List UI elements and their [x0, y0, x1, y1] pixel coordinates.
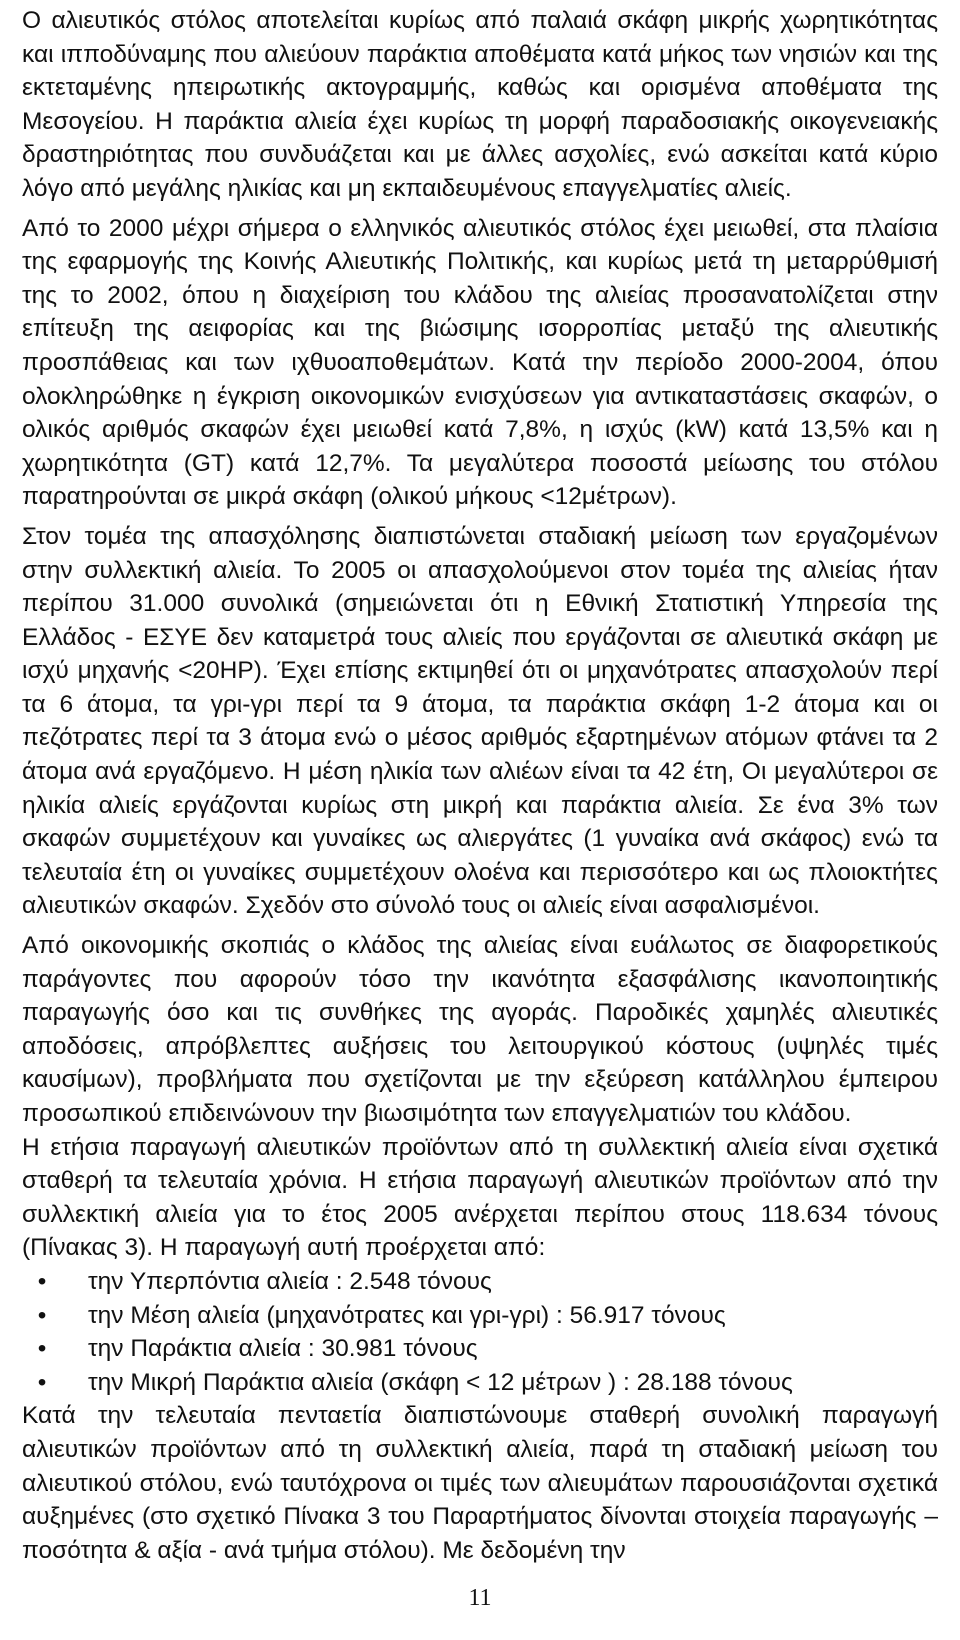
paragraph-employment: Στον τομέα της απασχόλησης διαπιστώνεται σταδιακή μείωση των εργαζομένων στην συλλεκτική αλιεία. Το 2005 οι απασχολούμενοι στον τομέα της αλιείας ήταν περίπου 31.000 συνολικά (σημειώνεται ότι η Εθνική Στατιστική Υπηρεσία της Ελλάδος - ΕΣΥΕ δεν καταμετρά τους αλιείς που εργάζονται σε αλιευτικά σκάφη με ισχύ μηχανής <20HP). Έχει επίσης εκτιμηθεί ότι οι μηχανότρατες απασχολούν περί τα 6 άτομα, τα γρι-γρι περί τα 9 άτομα, τα παράκτια σκάφη 1-2 άτομα και οι πεζότρατες περί τα 3 άτομα ενώ ο μέσος αριθμός εξαρτημένων ατόμων φτάνει τα 2 άτομα ανά εργαζόμενο. Η μέση ηλικία των αλιέων είναι τα 42 έτη, Οι μεγαλύτεροι σε ηλικία αλιείς εργάζονται κυρίως στη μικρή και παράκτια αλιεία. Σε ένα 3% των σκαφών συμμετέχουν και γυναίκες ως αλιεργάτες (1 γυναίκα ανά σκάφος) ενώ τα τελευταία έτη οι γυναίκες συμμετέχουν ολοένα και περισσότερο και ως πλοιοκτήτες αλιευτικών σκαφών. Σχεδόν στο σύνολό τους οι αλιείς είναι ασφαλισμένοι.	[22, 522, 938, 920]
bullet-icon: •	[37, 1335, 47, 1363]
paragraph-annual-production: Η ετήσια παραγωγή αλιευτικών προϊόντων από τη συλλεκτική αλιεία είναι σχετικά σταθερή τα τελευταία χρόνια. Η ετήσια παραγωγή αλιευτικών προϊόντων από την συλλεκτική αλιεία για το έτος 2005 ανέρχεται περίπου στους 118.634 τόνους (Πίνακας 3). Η παραγωγή αυτή προέρχεται από:	[22, 1133, 938, 1262]
list-item-text: την Μέση αλιεία (μηχανότρατες και γρι-γρι) : 56.917 τόνους	[88, 1301, 726, 1329]
page-number: 11	[468, 1585, 492, 1611]
list-item-text: την Μικρή Παράκτια αλιεία (σκάφη < 12 μέτρων ) : 28.188 τόνους	[88, 1368, 793, 1396]
paragraph-fleet-reduction: Από το 2000 μέχρι σήμερα ο ελληνικός αλιευτικός στόλος έχει μειωθεί, στα πλαίσια της εφαρμογής της Κοινής Αλιευτικής Πολιτικής, και κυρίως μετά τη μεταρρύθμισή της το 2002, όπου η διαχείριση του κλάδου της αλιείας προσανατολίζεται στην επίτευξη της αειφορίας και της βιώσιμης ισορροπίας μεταξύ της αλιευτικής προσπάθειας και των ιχθυοαποθεμάτων. Κατά την περίοδο 2000-2004, όπου ολοκληρώθηκε η έγκριση οικονομικών ενισχύσεων για αντικαταστάσεις σκαφών, ο ολικός αριθμός σκαφών έχει μειωθεί κατά 7,8%, η ισχύς (kW) κατά 13,5% και η χωρητικότητα (GT) κατά 12,7%. Τα μεγαλύτερα ποσοστά μείωσης του στόλου παρατηρούνται σε μικρά σκάφη (ολικού μήκους <12μέτρων).	[22, 214, 938, 511]
bullet-icon: •	[37, 1267, 47, 1295]
paragraph-fishing-fleet: Ο αλιευτικός στόλος αποτελείται κυρίως από παλαιά σκάφη μικρής χωρητικότητας και ιπποδύναμης που αλιεύουν παράκτια αποθέματα κατά μήκος των νησιών και της εκτεταμένης ηπειρωτικής ακτογραμμής, καθώς και ορισμένα αποθέματα της Μεσογείου. Η παράκτια αλιεία έχει κυρίως τη μορφή παραδοσιακής οικογενειακής δραστηριότητας που συνδυάζεται και με άλλες ασχολίες, ενώ ασκείται κατά κύριο λόγο από μεγάλης ηλικίας και μη εκπαιδευμένους επαγγελματίες αλιείς.	[22, 7, 938, 202]
list-item-text: την Παράκτια αλιεία : 30.981 τόνους	[88, 1335, 478, 1363]
production-list	[22, 1265, 938, 1399]
list-item	[22, 1366, 938, 1400]
bullet-icon: •	[37, 1368, 47, 1396]
body-text	[22, 4, 938, 1573]
list-item	[22, 1332, 938, 1366]
bullet-icon: •	[37, 1301, 47, 1329]
paragraph-closing: Κατά την τελευταία πενταετία διαπιστώνουμε σταθερή συνολική παραγωγή αλιευτικών προϊόντων από τη συλλεκτική αλιεία, παρά τη σταδιακή μείωση του αλιευτικού στόλου, ενώ ταυτόχρονα οι τιμές των αλιευμάτων παρουσιάζονται σχετικά αυξημένες (στο σχετικό Πίνακα 3 του Παραρτήματος δίνονται στοιχεία παραγωγής –ποσότητα & αξία - ανά τμήμα στόλου). Με δεδομένη την	[22, 1402, 938, 1564]
paragraph-economics: Από οικονομικής σκοπιάς ο κλάδος της αλιείας είναι ευάλωτος σε διαφορετικούς παράγοντες που αφορούν τόσο την ικανότητα εξασφάλισης ικανοποιητικής παραγωγής όσο και τις συνθήκες της αγοράς. Παροδικές χαμηλές αλιευτικές αποδόσεις, απρόβλεπτες αυξήσεις του λειτουργικού κόστους (υψηλές τιμές καυσίμων), προβλήματα που σχετίζονται με την εξεύρεση κατάλληλου έμπειρου προσωπικού επιδεινώνουν την βιωσιμότητα των επαγγελματιών του κλάδου.	[22, 932, 938, 1127]
list-item-text: την Υπερπόντια αλιεία : 2.548 τόνους	[88, 1267, 492, 1295]
list-item	[22, 1299, 938, 1333]
list-item	[22, 1265, 938, 1299]
